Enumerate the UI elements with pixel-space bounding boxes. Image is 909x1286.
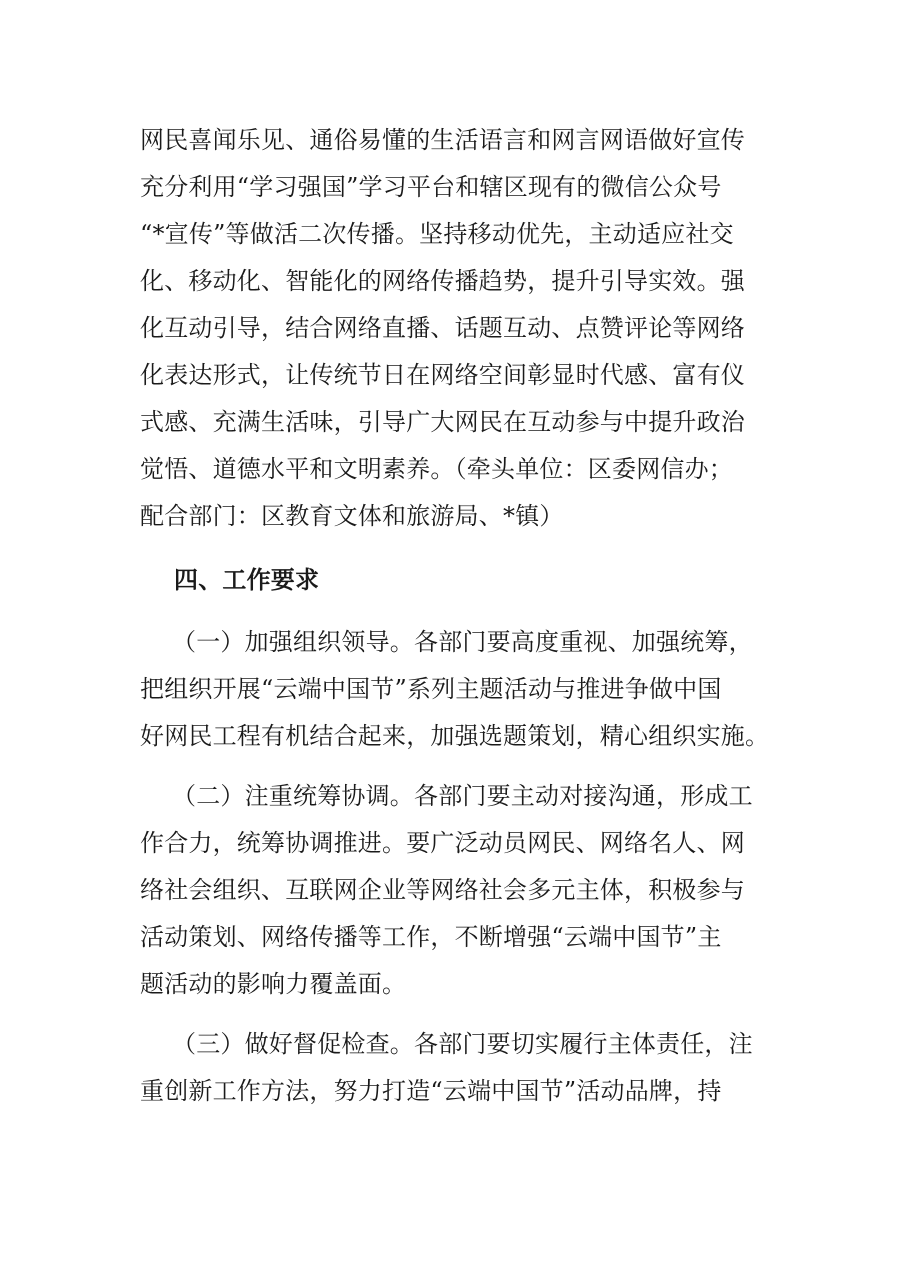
paragraph-line: 题活动的影响力覆盖面。 xyxy=(140,970,407,998)
paragraph-line: 把组织开展“云端中国节”系列主题活动与推进争做中国 xyxy=(140,675,722,703)
paragraph-line: 式感、充满生活味，引导广大网民在互动参与中提升政治 xyxy=(140,408,745,436)
paragraph-line: （二）注重统筹协调。各部门要主动对接沟通，形成工 xyxy=(172,782,753,810)
paragraph-line: 化、移动化、智能化的网络传播趋势，提升引导实效。强 xyxy=(140,267,745,295)
section-heading: 四、工作要求 xyxy=(174,566,320,594)
paragraph-line: 化互动引导，结合网络直播、话题互动、点赞评论等网络 xyxy=(140,314,745,342)
paragraph-line: 网民喜闻乐见、通俗易懂的生活语言和网言网语做好宣传 xyxy=(140,126,745,154)
paragraph-line: （一）加强组织领导。各部门要高度重视、加强统筹， xyxy=(172,628,753,656)
paragraph-line: 充分利用“学习强国”学习平台和辖区现有的微信公众号 xyxy=(140,173,722,201)
paragraph-line: 作合力，统筹协调推进。要广泛动员网民、网络名人、网 xyxy=(140,829,745,857)
paragraph-line: 络社会组织、互联网企业等网络社会多元主体，积极参与 xyxy=(140,876,745,904)
paragraph-line: 化表达形式，让传统节日在网络空间彰显时代感、富有仪 xyxy=(140,361,745,389)
paragraph-line: （三）做好督促检查。各部门要切实履行主体责任，注 xyxy=(172,1030,753,1058)
paragraph-line: 觉悟、道德水平和文明素养。（牵头单位：区委网信办； xyxy=(140,455,733,483)
paragraph-line: 好网民工程有机结合起来，加强选题策划，精心组织实施。 xyxy=(140,722,770,750)
paragraph-line: 配合部门：区教育文体和旅游局、*镇） xyxy=(140,502,564,530)
paragraph-line: 重创新工作方法，努力打造“云端中国节”活动品牌，持 xyxy=(140,1077,722,1105)
paragraph-line: “*宣传”等做活二次传播。坚持移动优先，主动适应社交 xyxy=(140,220,734,248)
paragraph-line: 活动策划、网络传播等工作，不断增强“云端中国节”主 xyxy=(140,923,722,951)
